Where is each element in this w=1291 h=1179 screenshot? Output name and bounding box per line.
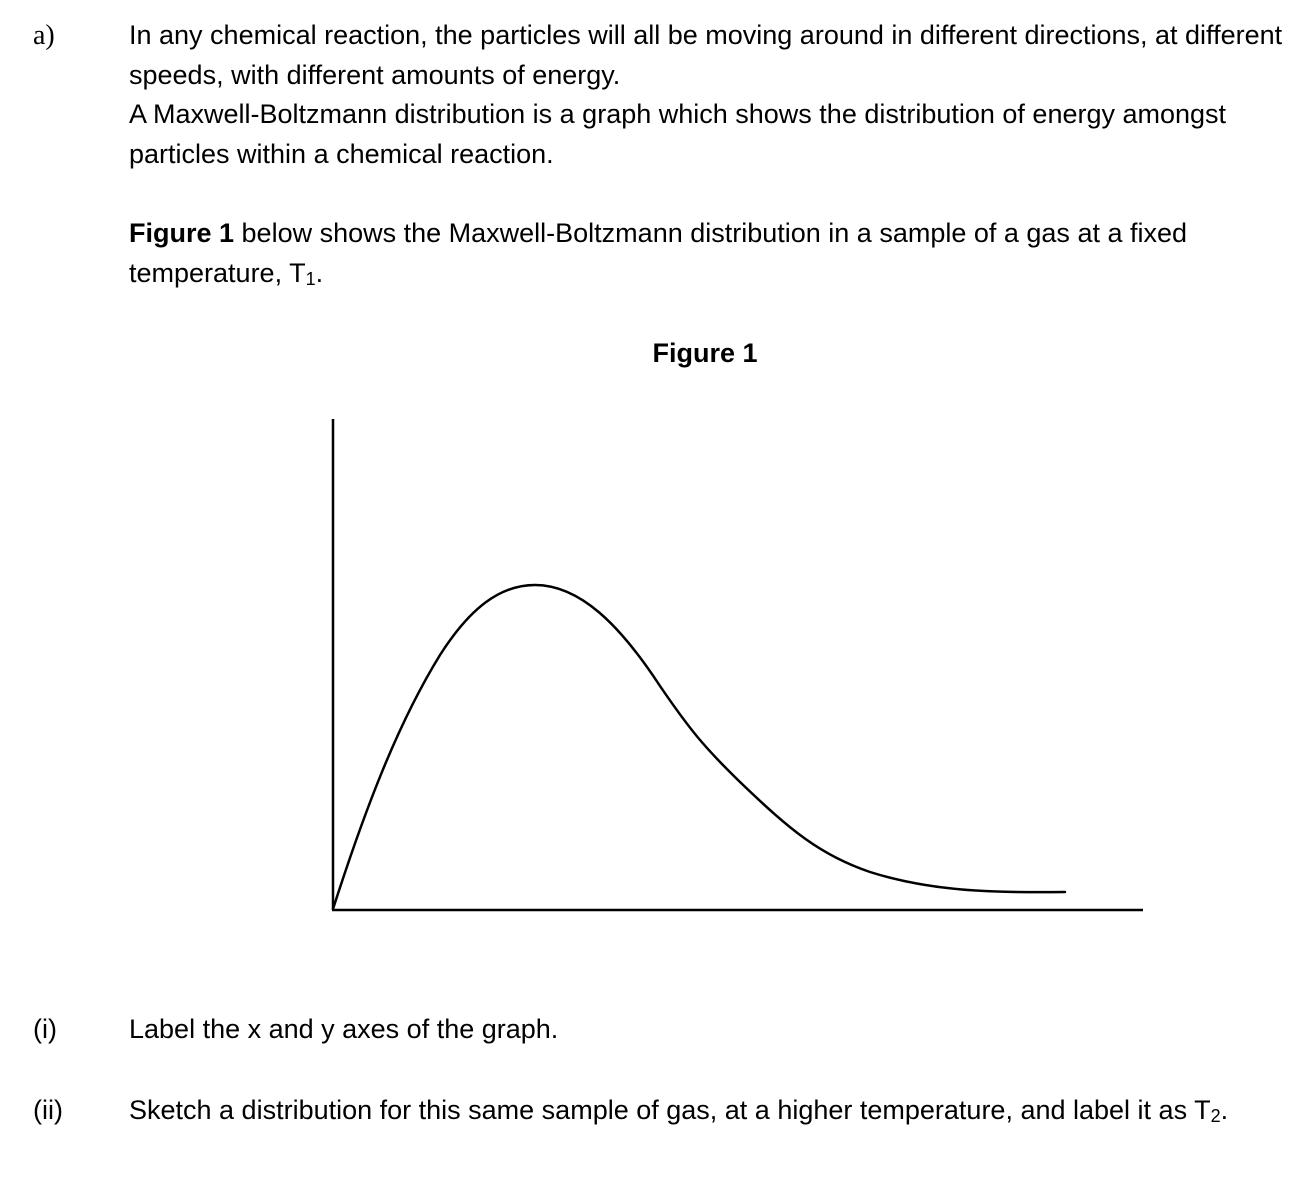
temperature-subscript-2: 2: [1210, 1106, 1221, 1126]
figure-reference-end: .: [315, 257, 324, 288]
question-ii-marker: (ii): [33, 1095, 63, 1125]
intro-paragraph-1: In any chemical reaction, the particles will all be moving around in different directions, at different speeds, with different amounts of energy.: [129, 20, 1283, 90]
question-ii-paragraph: [129, 1091, 1289, 1137]
intro-paragraph-2: A Maxwell-Boltzmann distribution is a graph which shows the distribution of energy amongst particles within a chemical reaction.: [129, 99, 1227, 169]
figure-title: Figure 1: [652, 338, 758, 368]
question-ii-text: Sketch a distribution for this same sample of gas, at a higher temperature, and label it as T: [129, 1095, 1211, 1125]
part-a-marker: a): [33, 20, 55, 51]
question-ii-end: .: [1220, 1095, 1229, 1125]
question-i-marker: (i): [33, 1014, 57, 1044]
distribution-curve-t1: [333, 585, 1065, 909]
figure-reference-text: below shows the Maxwell-Boltzmann distribution in a sample of a gas at a fixed temperature, T: [129, 218, 1188, 288]
question-i-text: Label the x and y axes of the graph.: [129, 1014, 559, 1044]
figure-reference-bold: Figure 1: [129, 218, 235, 248]
temperature-subscript-1: 1: [305, 268, 316, 289]
